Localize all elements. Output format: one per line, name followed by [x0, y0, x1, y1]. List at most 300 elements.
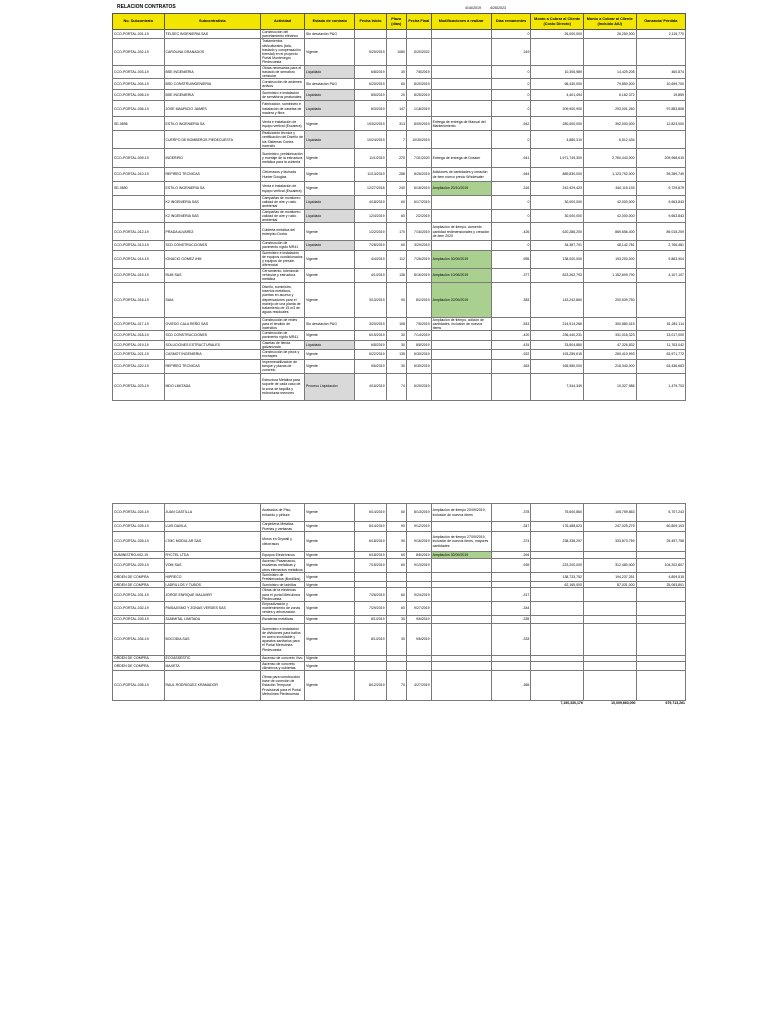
cell-profit-loss: 2,115,770 [636, 30, 685, 39]
cell-profit-loss: 59,289,749 [636, 168, 685, 182]
table-row [113, 573, 686, 582]
cell-contract-number: SE-0896 [113, 117, 165, 131]
cell-profit-loss: 19,859 [636, 90, 685, 101]
cell-remaining-days: 0 [491, 241, 531, 250]
cell-profit-loss: 11,763,042 [636, 340, 685, 349]
cell-remaining-days: 0 [491, 90, 531, 101]
cell-start-date: 6/14/2019 [355, 522, 386, 532]
cell-contract-number: CCO-PORTAL-032-19 [113, 602, 165, 616]
table-row [113, 65, 686, 79]
cell-activity: Suministro de ladrillos [261, 582, 305, 588]
cell-contract-status: Vigente [305, 117, 355, 131]
cell-contract-status: Vigente [305, 532, 355, 552]
cell-amount-with-aiu: 6,512,434 [583, 131, 636, 149]
cell-start-date: 7/28/2019 [355, 241, 386, 250]
cell-duration-days: 70 [386, 671, 406, 701]
cell-remaining-days: 0 [491, 79, 531, 90]
cell-subcontractor: ESTILO INGENIERIA SA [164, 117, 261, 131]
cell-activity: Construcción de pavimento rígido MR41 [261, 331, 305, 340]
cell-contract-number: CCO-PORTAL-018-19 [113, 331, 165, 340]
cell-duration-days: 7 [386, 131, 406, 149]
contracts-table-section-1 [112, 13, 686, 401]
cell-remaining-days: -383 [491, 282, 531, 317]
cell-amount-direct-cost: 143,242,860 [531, 282, 584, 317]
cell-end-date: 9/6/2019 [406, 623, 431, 655]
column-header-activity: Actividad [261, 14, 305, 30]
cell-subcontractor: ESTILO INGENIERIA SA [164, 182, 261, 196]
cell-activity: Campañas de monitoreo calidad de aire y ruido ambiental [261, 209, 305, 223]
table-row [113, 101, 686, 117]
table-row [113, 117, 686, 131]
cell-modifications [431, 350, 491, 359]
cell-profit-loss [636, 661, 685, 670]
cell-amount-with-aiu: 42,000,000 [583, 209, 636, 223]
cell-activity: Cerramiento, tolerancia vehicular y estructura metálica [261, 268, 305, 282]
cell-end-date: 7/16/2019 [406, 223, 431, 241]
cell-contract-status: Liquidado [305, 90, 355, 101]
cell-profit-loss: 9,663,843 [636, 196, 685, 210]
cell-subcontractor: BSE INGENIERIA [164, 65, 261, 79]
cell-modifications: Entrega de entrega de Manual del Mantenimiento [431, 117, 491, 131]
cell-modifications [431, 661, 491, 670]
cell-profit-loss: 51,281,114 [636, 317, 685, 331]
cell-duration-days: 90 [386, 282, 406, 317]
cell-subcontractor: VOM SAS [164, 559, 261, 573]
cell-remaining-days: -394 [491, 552, 531, 559]
cell-amount-with-aiu: 10,327,986 [583, 373, 636, 400]
cell-end-date [406, 30, 431, 39]
cell-profit-loss [636, 39, 685, 65]
cell-subcontractor: IGNACIO GOMEZ IHM [164, 250, 261, 268]
cell-modifications [431, 559, 491, 573]
cell-modifications [431, 615, 491, 623]
cell-activity: Obras de la electricas para el portal Metrolínea Piedecuesta [261, 588, 305, 602]
cell-modifications: Adiciones de cantidades y creación de ítem nuevo precio Wholesaler [431, 168, 491, 182]
cell-contract-number: CCO-PORTAL-001-19 [113, 30, 165, 39]
cell-activity: Suministro, prefabricación y montaje de la estructura metálica para la cubierta [261, 149, 305, 168]
cell-subcontractor: RAUL RODRIGUEZ KRAMADOR [164, 671, 261, 701]
cell-profit-loss: 13,017,000 [636, 331, 685, 340]
table-row [113, 223, 686, 241]
cell-start-date: 6/20/2019 [355, 79, 386, 90]
cell-contract-number: CCO-PORTAL-031-19 [113, 588, 165, 602]
cell-start-date: 6/15/2019 [355, 331, 386, 340]
table-row [113, 149, 686, 168]
cell-contract-status: Vigente [305, 623, 355, 655]
cell-start-date: 4/16/2019 [355, 373, 386, 400]
cell-amount-direct-cost: 30,000,000 [531, 196, 584, 210]
cell-activity: Venta e instalación de equipo vertical (Escalera) [261, 182, 305, 196]
cell-contract-number: CCO-PORTAL-026-19 [113, 532, 165, 552]
cell-subcontractor: CUERPO DE BOMBEROS PIEDECUESTA [164, 131, 261, 149]
cell-subcontractor: SCD CONSTRUCCIONES [164, 331, 261, 340]
cell-duration-days: 60 [386, 196, 406, 210]
cell-amount-direct-cost: 10,306,989 [531, 65, 584, 79]
cell-profit-loss: 460,874 [636, 65, 685, 79]
cell-duration-days [386, 30, 406, 39]
cell-start-date: 7/29/2019 [355, 602, 386, 616]
cell-subcontractor: LTMC MODULAR SAS [164, 532, 261, 552]
cell-activity: Fabricación, suministro e instalación de casetas de madera y fibra [261, 101, 305, 117]
cell-modifications [431, 209, 491, 223]
cell-profit-loss [636, 671, 685, 701]
cell-contract-number: CCO-PORTAL-005-19 [113, 90, 165, 101]
cell-amount-direct-cost: 138,000,000 [531, 250, 584, 268]
cell-amount-with-aiu: 247,025,279 [583, 522, 636, 532]
cell-profit-loss [636, 282, 685, 317]
table-row [113, 504, 686, 522]
cell-contract-number: CCO-PORTAL-017-19 [113, 317, 165, 331]
cell-amount-direct-cost: 223,200,000 [531, 559, 584, 573]
column-header-profit-loss: Ganancia/ Pérdida [636, 14, 685, 30]
cell-profit-loss [636, 602, 685, 616]
cell-duration-days: 60 [386, 241, 406, 250]
cell-duration-days: 90 [386, 532, 406, 552]
cell-contract-number: CCO-PORTAL-022-19 [113, 359, 165, 373]
cell-activity: Acabados de Piso, enlucido y pintura [261, 504, 305, 522]
cell-activity: Construcción de redes para el tendido de incendios [261, 317, 305, 331]
cell-remaining-days: -378 [491, 504, 531, 522]
cell-amount-with-aiu: 47,326,832 [583, 340, 636, 349]
cell-end-date: 7/14/2019 [406, 331, 431, 340]
cell-duration-days: 30 [386, 65, 406, 79]
cell-duration-days: 135 [386, 350, 406, 359]
cell-contract-status: Vigente [305, 39, 355, 65]
cell-contract-number: CCO-PORTAL-013-19 [113, 241, 165, 250]
cell-end-date: 10/30/2019 [406, 131, 431, 149]
cell-modifications [431, 373, 491, 400]
cell-amount-with-aiu: 869,656,400 [583, 223, 636, 241]
cell-end-date: 7/26/2019 [406, 250, 431, 268]
cell-subcontractor: PRADA ALVAREZ [164, 223, 261, 241]
table-row [113, 559, 686, 573]
cell-amount-direct-cost: 823,262,793 [531, 268, 584, 282]
cell-contract-number: CCO-PORTAL-006-19 [113, 101, 165, 117]
cell-contract-number: CCO-PORTAL-024-19 [113, 504, 165, 522]
cell-amount-with-aiu: 1,123,792,000 [583, 168, 636, 182]
cell-start-date: 3/13/2019 [355, 282, 386, 317]
cell-amount-with-aiu [583, 552, 636, 559]
cell-contract-number: CCO-PORTAL-033-19 [113, 615, 165, 623]
cell-contract-number: CCO-PORTAL-010-19 [113, 168, 165, 182]
cell-activity: Cubierta metálica del entrepiso Droba [261, 223, 305, 241]
table-row [113, 79, 686, 90]
cell-contract-number: CCO-PORTAL-034-19 [113, 623, 165, 655]
cell-end-date: 7/5/2019 [406, 317, 431, 331]
cell-activity: Obras necesarias para el traslado de semáforo vehicular [261, 65, 305, 79]
cell-end-date: 6/18/2019 [406, 182, 431, 196]
cell-contract-status: Vigente [305, 559, 355, 573]
cell-amount-direct-cost: 1,971,749,300 [531, 149, 584, 168]
cell-subcontractor: PAISAJISMO Y ZONAS VERDES SAS [164, 602, 261, 616]
cell-amount-direct-cost: 236,440,231 [531, 331, 584, 340]
cell-contract-status: Vigente [305, 268, 355, 282]
cell-profit-loss: 4,107,107 [636, 268, 685, 282]
cell-contract-status: Vigente [305, 661, 355, 670]
cell-contract-status: Vigente [305, 552, 355, 559]
cell-start-date: 3/20/2019 [355, 317, 386, 331]
cell-contract-number: ORDEN DE COMPRA [113, 655, 165, 661]
table-row [113, 30, 686, 39]
cell-start-date: 6/18/2019 [355, 552, 386, 559]
cell-end-date: 1/18/2019 [406, 101, 431, 117]
table-row [113, 317, 686, 331]
cell-remaining-days: 0 [491, 131, 531, 149]
cell-remaining-days: 0 [491, 209, 531, 223]
cell-remaining-days: -426 [491, 223, 531, 241]
cell-modifications [431, 588, 491, 602]
cell-start-date: 8/1/2019 [355, 615, 386, 623]
cell-start-date: 10/24/2019 [355, 131, 386, 149]
cell-end-date: 7/31/2020 [406, 149, 431, 168]
cell-contract-status: Liquidado [305, 209, 355, 223]
cell-amount-direct-cost [531, 671, 584, 701]
cell-amount-with-aiu [583, 39, 636, 65]
cell-remaining-days: -543 [491, 317, 531, 331]
table-row [113, 90, 686, 101]
cell-remaining-days [491, 373, 531, 400]
cell-contract-status: Vigente [305, 615, 355, 623]
cell-profit-loss: 12,823,000 [636, 117, 685, 131]
cell-contract-number: CCO-PORTAL-025-19 [113, 522, 165, 532]
cell-duration-days: 60 [386, 504, 406, 522]
cell-duration-days: 108 [386, 317, 406, 331]
cell-profit-loss: 9,729,879 [636, 182, 685, 196]
table-row [113, 250, 686, 268]
cell-subcontractor: BSD CONSTRUINGENIERIA [164, 79, 261, 90]
cell-end-date: 4/27/2019 [406, 671, 431, 701]
table-row [113, 168, 686, 182]
cell-remaining-days: -363 [491, 359, 531, 373]
cell-profit-loss: 25,497,758 [636, 532, 685, 552]
cell-duration-days: 270 [386, 149, 406, 168]
cell-contract-status: Vigente [305, 350, 355, 359]
cell-modifications [431, 241, 491, 250]
cell-modifications: Ampliación 30/09/2019 [431, 250, 491, 268]
cell-activity: Suministro de Prefabricados (Bordillos) [261, 573, 305, 582]
cell-amount-with-aiu: 269,410,993 [583, 350, 636, 359]
cell-activity: Tratamientos silviculturales (tala, traslado y compensación forestal) en el proyecto Portal Montenegro Piedecuesta [261, 39, 305, 65]
cell-contract-status: Sin desviación P&G [305, 30, 355, 39]
cell-amount-with-aiu: 300,880,015 [583, 317, 636, 331]
table-row [113, 359, 686, 373]
cell-duration-days: 90 [386, 522, 406, 532]
cell-amount-with-aiu: 42,000,000 [583, 196, 636, 210]
column-header-end-date: Fecha Final [406, 14, 431, 30]
cell-duration-days: 147 [386, 101, 406, 117]
cell-activity: Realización técnica y certificación del Diseño de los Sistemas Contra incendio [262, 131, 303, 148]
table-row [113, 522, 686, 532]
cell-modifications [431, 196, 491, 210]
table-row [113, 623, 686, 655]
cell-modifications [431, 30, 491, 39]
cell-contract-number [113, 131, 165, 149]
cell-activity: Diseño, suministro, insertos metálicos, puertas en acceso y dispensadores para el manejo de una planta de tratamiento de 15 m3 de aguas residuales [261, 282, 305, 317]
cell-amount-with-aiu: 48,142,781 [583, 241, 636, 250]
total-direct-cost: 7,190,330,176 [560, 701, 583, 706]
table-row [113, 268, 686, 282]
cell-activity: Suministro e instalación de equipos condicionados y equipos de presión diferencial [262, 250, 303, 268]
cell-activity: Construcción de pavimento rígido MR41 [261, 241, 305, 250]
column-header-contract-number: No. Subcontrato [113, 14, 165, 30]
cell-end-date: 9/27/2019 [406, 602, 431, 616]
cell-profit-loss: 9,863,904 [636, 250, 685, 268]
column-header-amount-with-aiu: Monto a Cobrar al Cliente (Incluido AIU) [583, 14, 636, 30]
cell-subcontractor: SOLUCIONES ESTRUCTURALES [164, 340, 261, 349]
cell-amount-direct-cost: 7,344,349 [531, 373, 584, 400]
cell-duration-days: 30 [386, 340, 406, 349]
cell-end-date: 6/30/2019 [406, 359, 431, 373]
cell-amount-with-aiu: 194,237,251 [583, 573, 636, 582]
cell-modifications [431, 623, 491, 655]
cell-start-date: 7/26/2019 [355, 588, 386, 602]
cell-end-date: 9/6/2019 [406, 615, 431, 623]
cell-contract-status: Liquidado [305, 196, 355, 210]
cell-modifications [431, 340, 491, 349]
table-row [113, 182, 686, 196]
cell-modifications: Ampliación de tiempo, aumento cantidad redimensionales y creación de ítem 2020 [431, 223, 491, 241]
cell-contract-status: Liquidado [305, 101, 355, 117]
cell-activity: Suministro e instalación de divisiones para baños en acero inoxidable y aparatos sanitarios para el Portal Metrolínea Piedecuesta [261, 623, 305, 655]
cell-end-date: 9/13/2019 [406, 559, 431, 573]
cell-duration-days: 313 [386, 117, 406, 131]
cell-start-date [355, 30, 386, 39]
cell-amount-with-aiu [583, 615, 636, 623]
cell-contract-number: ORDEN DE COMPRA [113, 661, 165, 670]
total-with-aiu: 10,009,663,000 [611, 701, 636, 706]
cell-subcontractor: SCD CONSTRUCCIONES [164, 241, 261, 250]
cell-contract-status: Vigente [305, 588, 355, 602]
column-header-amount-direct-cost: Monto a Cobrar al Cliente (Costo Directo) [531, 14, 584, 30]
totals-row [112, 701, 686, 705]
cell-remaining-days: -335 [491, 615, 531, 623]
cell-amount-with-aiu: 340,115,193 [583, 182, 636, 196]
cell-amount-with-aiu: 293,001,260 [583, 101, 636, 117]
cell-duration-days: 30 [386, 331, 406, 340]
cell-amount-direct-cost: 620,286,200 [531, 223, 584, 241]
cell-contract-status: Proceso Liquidación [305, 373, 355, 400]
cell-subcontractor: INGERIRO [164, 149, 261, 168]
cell-subcontractor: CASMOT INGENIERIA [164, 350, 261, 359]
table-row [113, 615, 686, 623]
cell-activity: Ascenso de concreto cilíndricos y cubiertas [261, 661, 305, 670]
table-row [113, 350, 686, 359]
cell-subcontractor: SAIA [164, 282, 261, 317]
cell-profit-loss: 60,809,103 [636, 522, 685, 532]
cell-profit-loss [636, 131, 685, 149]
cell-amount-direct-cost: 96,430,000 [531, 79, 584, 90]
cell-amount-with-aiu: 26,250,000 [583, 30, 636, 39]
cell-amount-direct-cost: 138,733,752 [531, 573, 584, 582]
cell-start-date: 6/18/2019 [355, 532, 386, 552]
cell-start-date: 10/02/2019 [355, 117, 386, 131]
cell-start-date: 8/5/2019 [355, 90, 386, 101]
cell-amount-direct-cost: 280,000,000 [531, 117, 584, 131]
cell-contract-number: CCO-PORTAL-004-19 [113, 79, 165, 90]
cell-modifications: Entrega de entrega de Dossier [431, 149, 491, 168]
cell-start-date [355, 661, 386, 670]
cell-modifications [431, 101, 491, 117]
cell-amount-direct-cost: 214,914,266 [531, 317, 584, 331]
column-header-duration-days: Plazo (días) [386, 14, 406, 30]
cell-amount-direct-cost: 30,000,000 [531, 209, 584, 223]
cell-subcontractor: RUM SAS [164, 268, 261, 282]
cell-contract-number: CCO-PORTAL-003-19 [113, 65, 165, 79]
cell-end-date: 8/16/2019 [406, 268, 431, 282]
cell-start-date [355, 573, 386, 582]
cell-activity: Impermeabilización de tanque y placas de concreto [261, 359, 305, 373]
cell-activity: Equipos Electrónicos [261, 552, 305, 559]
cell-amount-direct-cost [531, 552, 584, 559]
contracts-table-section-2 [112, 503, 686, 705]
cell-amount-with-aiu: 331,016,323 [583, 331, 636, 340]
cell-amount-direct-cost [531, 602, 584, 616]
cell-start-date: 7/15/2019 [355, 559, 386, 573]
cell-contract-status: Sin desviación P&G [305, 317, 355, 331]
cell-contract-number: CCO-PORTAL-016-19 [113, 282, 165, 317]
header-row [113, 14, 686, 30]
cell-remaining-days: -942 [491, 117, 531, 131]
cell-modifications: Ampliación 22/09/2019 [431, 282, 491, 317]
cell-contract-status: Vigente [305, 602, 355, 616]
cell-duration-days: 60 [386, 79, 406, 90]
cell-start-date: 12/4/2019 [355, 209, 386, 223]
cell-modifications [431, 79, 491, 90]
cell-amount-with-aiu: 14,429,205 [583, 65, 636, 79]
cell-amount-with-aiu: 200,539,750 [583, 282, 636, 317]
cell-remaining-days: 249 [491, 39, 531, 65]
table-row [113, 552, 686, 559]
cell-end-date [406, 573, 431, 582]
cell-amount-direct-cost [531, 623, 584, 655]
cell-amount-with-aiu: 333,873,759 [583, 532, 636, 552]
cell-contract-number: SE-0890 [113, 182, 165, 196]
cell-contract-status: Vigente [305, 250, 355, 268]
cell-start-date: 11/13/2019 [355, 168, 386, 182]
cell-remaining-days: 0 [491, 65, 531, 79]
cell-start-date: 8/12/2019 [355, 671, 386, 701]
cell-subcontractor: REPIREG TECNICAS [164, 168, 261, 182]
table-row [113, 209, 686, 223]
column-header-subcontractor: Subcontratista [164, 14, 261, 30]
cell-profit-loss [636, 588, 685, 602]
cell-duration-days: 30 [386, 359, 406, 373]
cell-contract-number: ORDEN DE COMPRA [113, 573, 165, 582]
table-row [113, 602, 686, 616]
cell-end-date [406, 661, 431, 670]
cell-subcontractor: BSE INGENIERIA [164, 90, 261, 101]
cell-contract-number: CCO-PORTAL-035-19 [113, 671, 165, 701]
cell-subcontractor: CAROLINA GRANADOS [164, 39, 261, 65]
cell-start-date: 4/18/2019 [355, 196, 386, 210]
cell-end-date: 6/17/2019 [406, 196, 431, 210]
cell-amount-direct-cost: 4,880,310 [531, 131, 584, 149]
cell-contract-status: Vigente [305, 223, 355, 241]
cell-activity: Carpintería Metálica Puertas y ventanas [261, 522, 305, 532]
cell-amount-with-aiu: 105,759,863 [583, 504, 636, 522]
cell-contract-status: Vigente [305, 671, 355, 701]
cell-activity: Venta e instalación de equipo vertical (Escalera) [261, 117, 305, 131]
cell-contract-number [113, 196, 165, 210]
cell-start-date: 4/1/2019 [355, 268, 386, 282]
table-row [113, 532, 686, 552]
cell-amount-direct-cost: 26,000,000 [531, 30, 584, 39]
cell-duration-days: 60 [386, 588, 406, 602]
column-header-start-date: Fecha Inicio [355, 14, 386, 30]
cell-activity: Construcción de pisos y enchapes [261, 350, 305, 359]
table-row [113, 131, 686, 149]
table-row [113, 39, 686, 65]
